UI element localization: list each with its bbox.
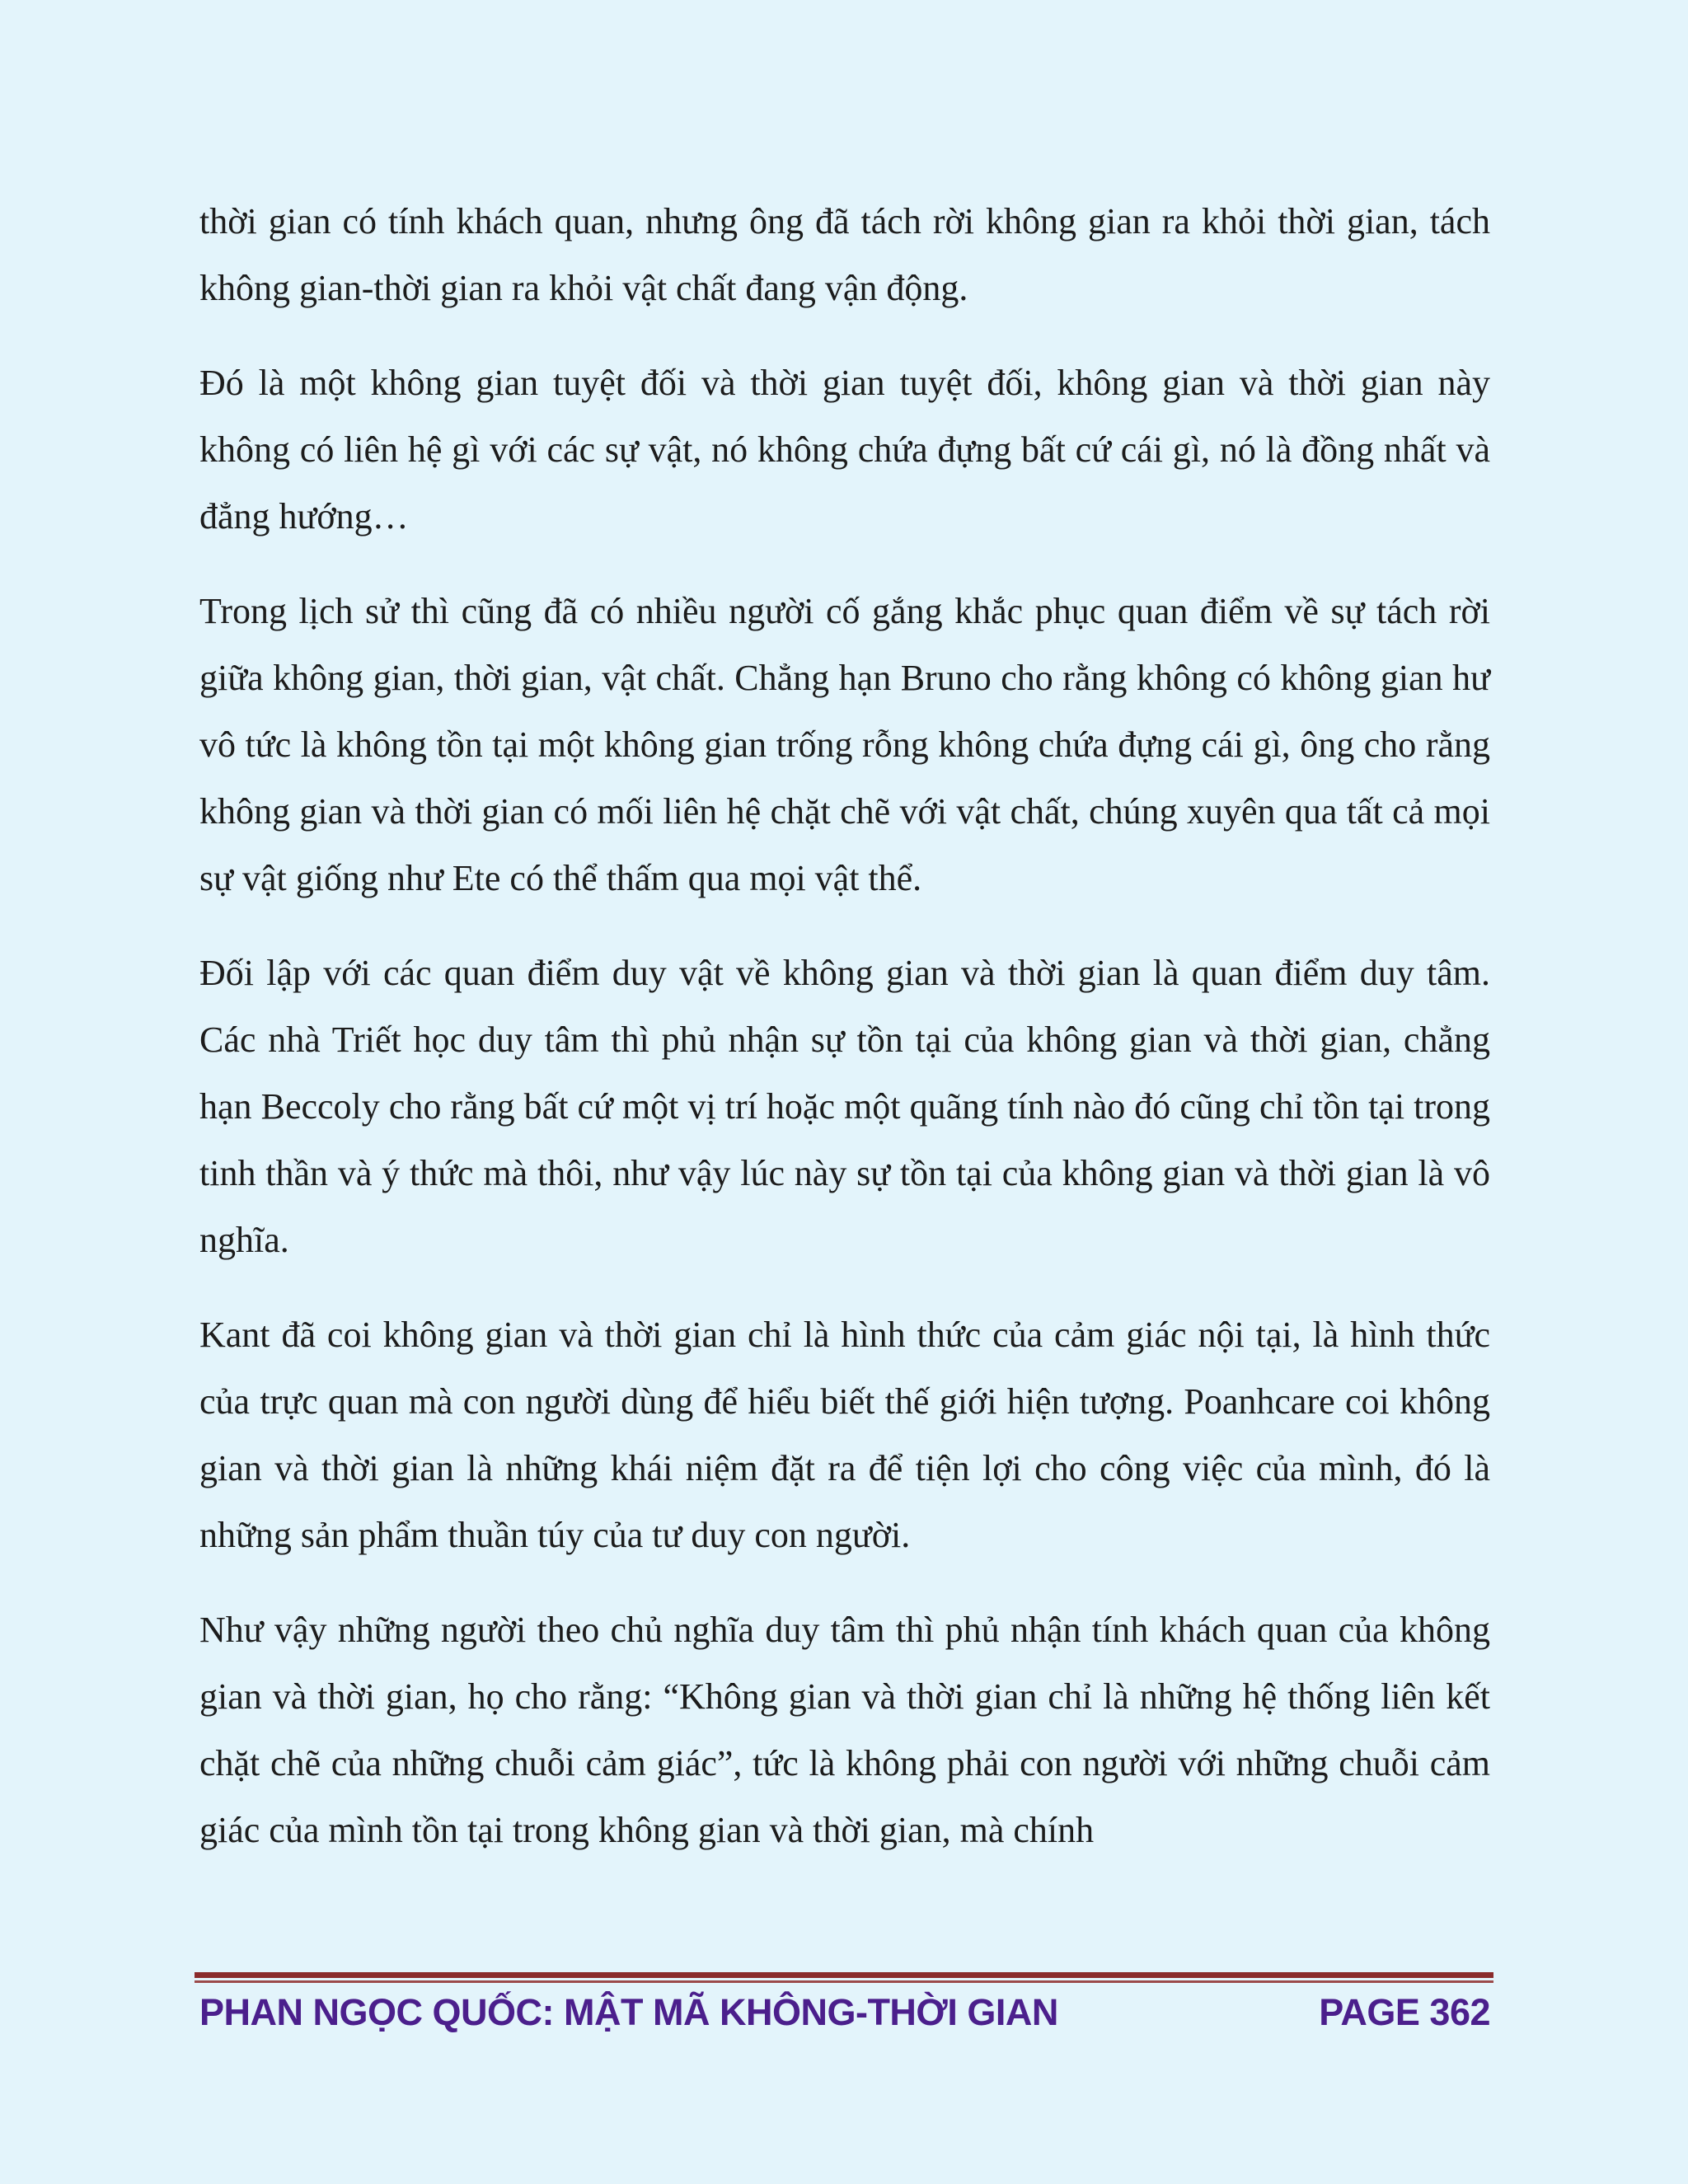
paragraph-6: Như vậy những người theo chủ nghĩa duy tâm thì phủ nhận tính khách quan của không gian và thời gian, họ cho rằng: “Không gian và thời gian chỉ là những hệ thống liên kết chặt chẽ của những chuỗi cảm giác”, tức là không phải con người với những chuỗi cảm giác của mình tồn tại trong không gian và thời gian, mà chính — [199, 1610, 1490, 1850]
page-body — [199, 188, 1490, 1891]
paragraph-3: Trong lịch sử thì cũng đã có nhiều người cố gắng khắc phục quan điểm về sự tách rời giữa không gian, thời gian, vật chất. Chẳng hạn Bruno cho rằng không có không gian hư vô tức là không tồn tại một không gian trống rỗng không chứa đựng cái gì, ông cho rằng không gian và thời gian có mối liên hệ chặt chẽ với vật chất, chúng xuyên qua tất cả mọi sự vật giống như Ete có thể thấm qua mọi vật thể. — [199, 591, 1490, 898]
footer-page-number: PAGE 362 — [1319, 1991, 1490, 2033]
footer-book-title: PHAN NGỌC QUỐC: MẬT MÃ KHÔNG-THỜI GIAN — [199, 1991, 1058, 2033]
page-footer — [199, 1987, 1490, 2038]
paragraph-4: Đối lập với các quan điểm duy vật về không gian và thời gian là quan điểm duy tâm. Các nhà Triết học duy tâm thì phủ nhận sự tồn tại của không gian và thời gian, chẳng hạn Beccoly cho rằng bất cứ một vị trí hoặc một quãng tính nào đó cũng chỉ tồn tại trong tinh thần và ý thức mà thôi, như vậy lúc này sự tồn tại của không gian và thời gian là vô nghĩa. — [199, 953, 1490, 1260]
footer-divider-thin — [195, 1980, 1493, 1983]
footer-divider-thick — [195, 1972, 1493, 1978]
paragraph-5: Kant đã coi không gian và thời gian chỉ là hình thức của cảm giác nội tại, là hình thức của trực quan mà con người dùng để hiểu biết thế giới hiện tượng. Poanhcare coi không gian và thời gian là những khái niệm đặt ra để tiện lợi cho công việc của mình, đó là những sản phẩm thuần túy của tư duy con người. — [199, 1315, 1490, 1555]
paragraph-1: thời gian có tính khách quan, nhưng ông đã tách rời không gian ra khỏi thời gian, tách không gian-thời gian ra khỏi vật chất đang vận động. — [199, 201, 1490, 308]
paragraph-2: Đó là một không gian tuyệt đối và thời gian tuyệt đối, không gian và thời gian này không có liên hệ gì với các sự vật, nó không chứa đựng bất cứ cái gì, nó là đồng nhất và đẳng hướng… — [199, 363, 1490, 537]
